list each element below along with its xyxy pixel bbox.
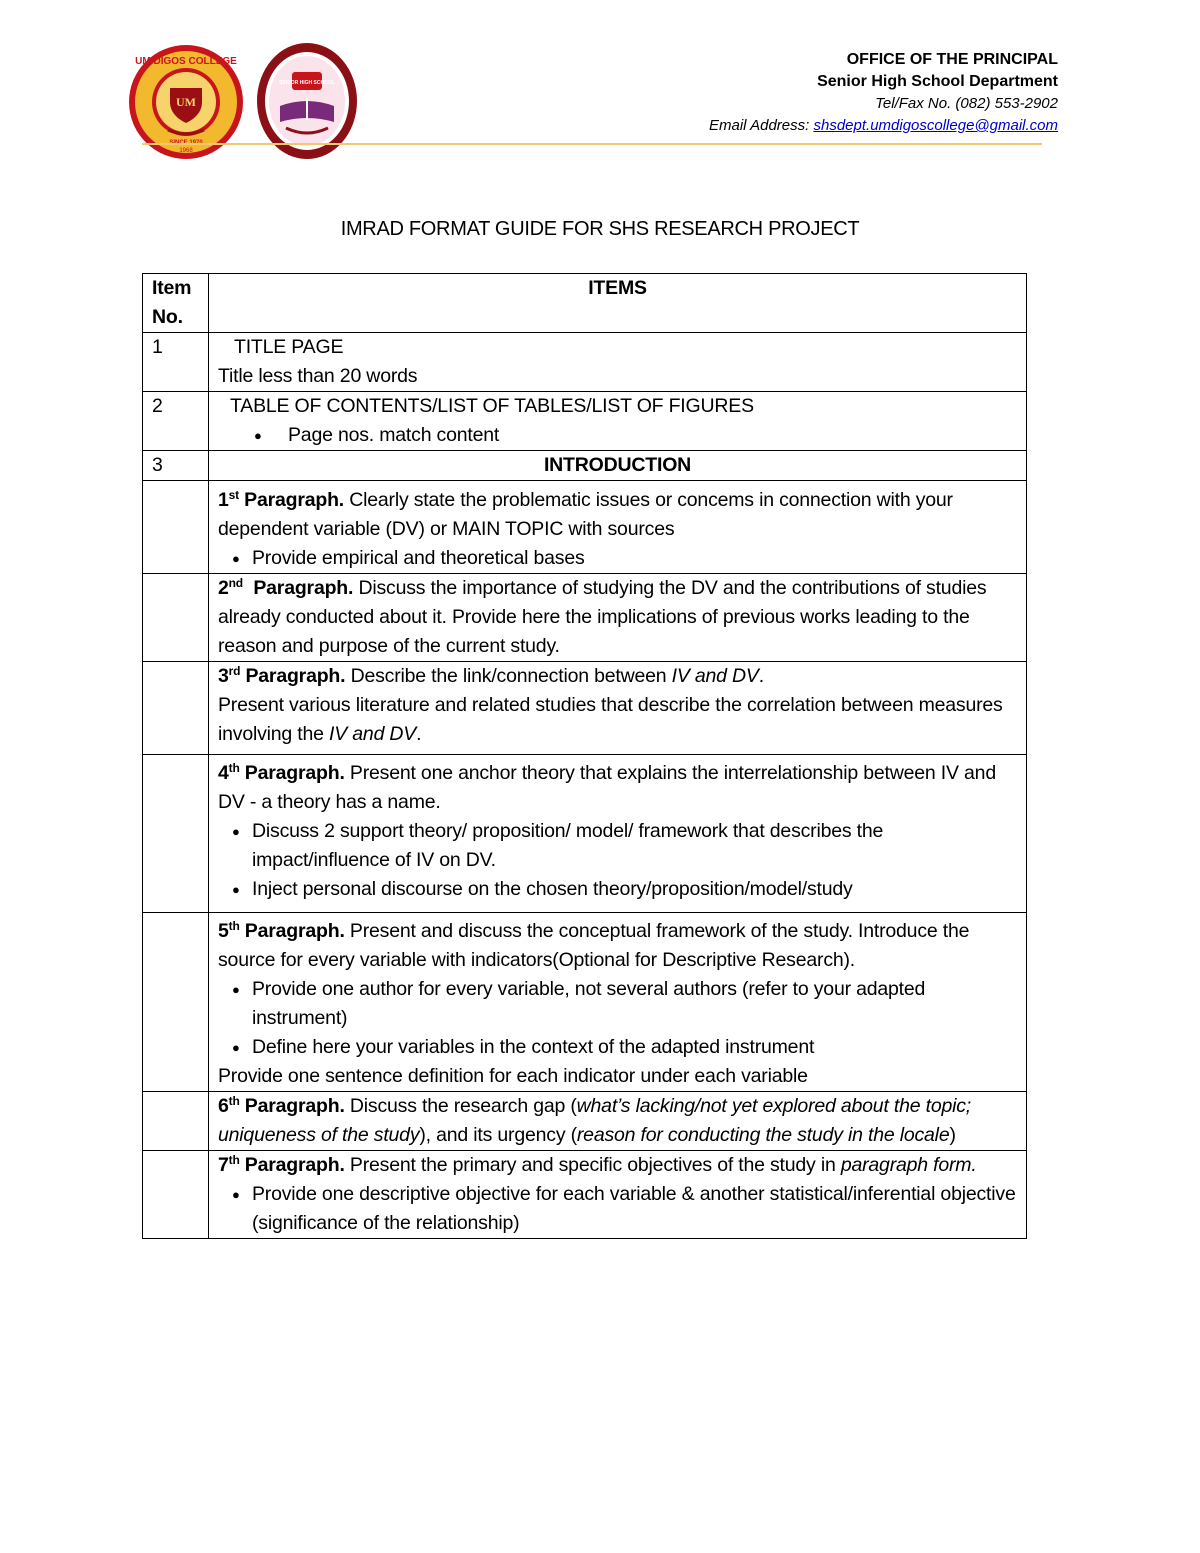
svg-text:1968: 1968 — [179, 148, 193, 154]
paragraph-text: 1st Paragraph. Clearly state the problematic issues or concems in connection with your dependent variable (DV) or MAIN TOPIC with sources — [218, 488, 953, 540]
svg-text:UM DIGOS COLLEGE: UM DIGOS COLLEGE — [135, 56, 237, 67]
empty-cell — [143, 662, 209, 755]
section-detail: Title less than 20 words — [218, 365, 418, 387]
paragraph-text: 7th Paragraph. Present the primary and specific objectives of the study in paragraph form. — [218, 1153, 977, 1176]
row-number: 2 — [143, 392, 209, 451]
table-row — [143, 662, 1027, 755]
imrad-table — [142, 273, 1027, 1239]
table-row — [143, 451, 1027, 481]
paragraph-1 — [209, 481, 1027, 574]
table-row — [143, 481, 1027, 574]
table-row — [143, 913, 1027, 1092]
paragraph-text: 2nd Paragraph. Discuss the importance of studying the DV and the contributions of studies already conducted about it. Provide here the implications of previous works leading to the reason and purpose of the current study. — [218, 576, 987, 657]
table-header-row — [143, 274, 1027, 333]
paragraph-2 — [209, 574, 1027, 662]
empty-cell — [143, 574, 209, 662]
paragraph-5 — [209, 913, 1027, 1092]
bullet-item: ● Provide one descriptive objective for each variable & another statistical/inferential objective (significance of the relationship) — [218, 1180, 1017, 1238]
paragraph-7 — [209, 1151, 1027, 1239]
paragraph-text: 6th Paragraph. Discuss the research gap (what’s lacking/not yet explored about the topic; uniqueness of the study), and its urgency (reason for conducting the study in the locale) — [218, 1094, 972, 1146]
row-number: 1 — [143, 333, 209, 392]
section-title: INTRODUCTION — [209, 451, 1027, 481]
svg-text:SENIOR HIGH SCHOOL: SENIOR HIGH SCHOOL — [279, 80, 335, 86]
bullet-item: ● Inject personal discourse on the chosen theory/proposition/model/study — [218, 875, 1017, 904]
telfax: Tel/Fax No. (082) 553-2902 — [875, 95, 1058, 112]
section-title: TITLE PAGE — [234, 336, 344, 358]
email-link[interactable]: shsdept.umdigoscollege@gmail.com — [813, 117, 1058, 134]
paragraph-4 — [209, 755, 1027, 913]
email-line — [709, 115, 1058, 137]
bullet-item: ● Discuss 2 support theory/ proposition/ model/ framework that describes the impact/influence of IV on DV. — [218, 817, 1017, 875]
empty-cell — [143, 1151, 209, 1239]
table-row — [143, 392, 1027, 451]
row-content — [209, 333, 1027, 392]
row-content — [209, 392, 1027, 451]
table-row — [143, 1092, 1027, 1151]
table-row — [143, 1151, 1027, 1239]
email-label: Email Address: — [709, 117, 814, 134]
empty-cell — [143, 913, 209, 1092]
bullet-item: ● Define here your variables in the context of the adapted instrument — [218, 1033, 1017, 1062]
office-title: OFFICE OF THE PRINCIPAL — [846, 51, 1058, 68]
row-number: 3 — [143, 451, 209, 481]
paragraph-text: 4th Paragraph. Present one anchor theory that explains the interrelationship between IV and DV - a theory has a name. — [218, 761, 996, 813]
section-title: TABLE OF CONTENTS/LIST OF TABLES/LIST OF FIGURES — [230, 395, 754, 417]
bullet-item: ● Page nos. match content — [218, 421, 1017, 450]
table-row — [143, 333, 1027, 392]
paragraph-text: Present various literature and related studies that describe the correlation between measures involving the IV and DV. — [218, 694, 1003, 745]
bullet-item: ● Provide one author for every variable, not several authors (refer to your adapted instrument) — [218, 975, 1017, 1033]
table-row — [143, 755, 1027, 913]
svg-text:SINCE 1970: SINCE 1970 — [169, 140, 203, 146]
paragraph-text: 5th Paragraph. Present and discuss the conceptual framework of the study. Introduce the source for every variable with indicators(Optional for Descriptive Research). — [218, 919, 970, 971]
page-title: IMRAD FORMAT GUIDE FOR SHS RESEARCH PROJECT — [340, 218, 860, 240]
paragraph-3 — [209, 662, 1027, 755]
header-item-no: Item No. — [143, 274, 209, 333]
svg-text:UM: UM — [176, 95, 196, 109]
header-divider — [142, 143, 1042, 145]
office-block — [709, 49, 1058, 137]
paragraph-6 — [209, 1092, 1027, 1151]
bullet-item: ● Provide empirical and theoretical bases — [218, 544, 1017, 573]
department-name: Senior High School Department — [817, 73, 1058, 90]
empty-cell — [143, 1092, 209, 1151]
paragraph-text: Provide one sentence definition for each indicator under each variable — [218, 1065, 808, 1087]
empty-cell — [143, 755, 209, 913]
paragraph-text: 3rd Paragraph. Describe the link/connection between IV and DV. — [218, 664, 764, 687]
empty-cell — [143, 481, 209, 574]
table-row — [143, 574, 1027, 662]
header-items: ITEMS — [209, 274, 1027, 333]
